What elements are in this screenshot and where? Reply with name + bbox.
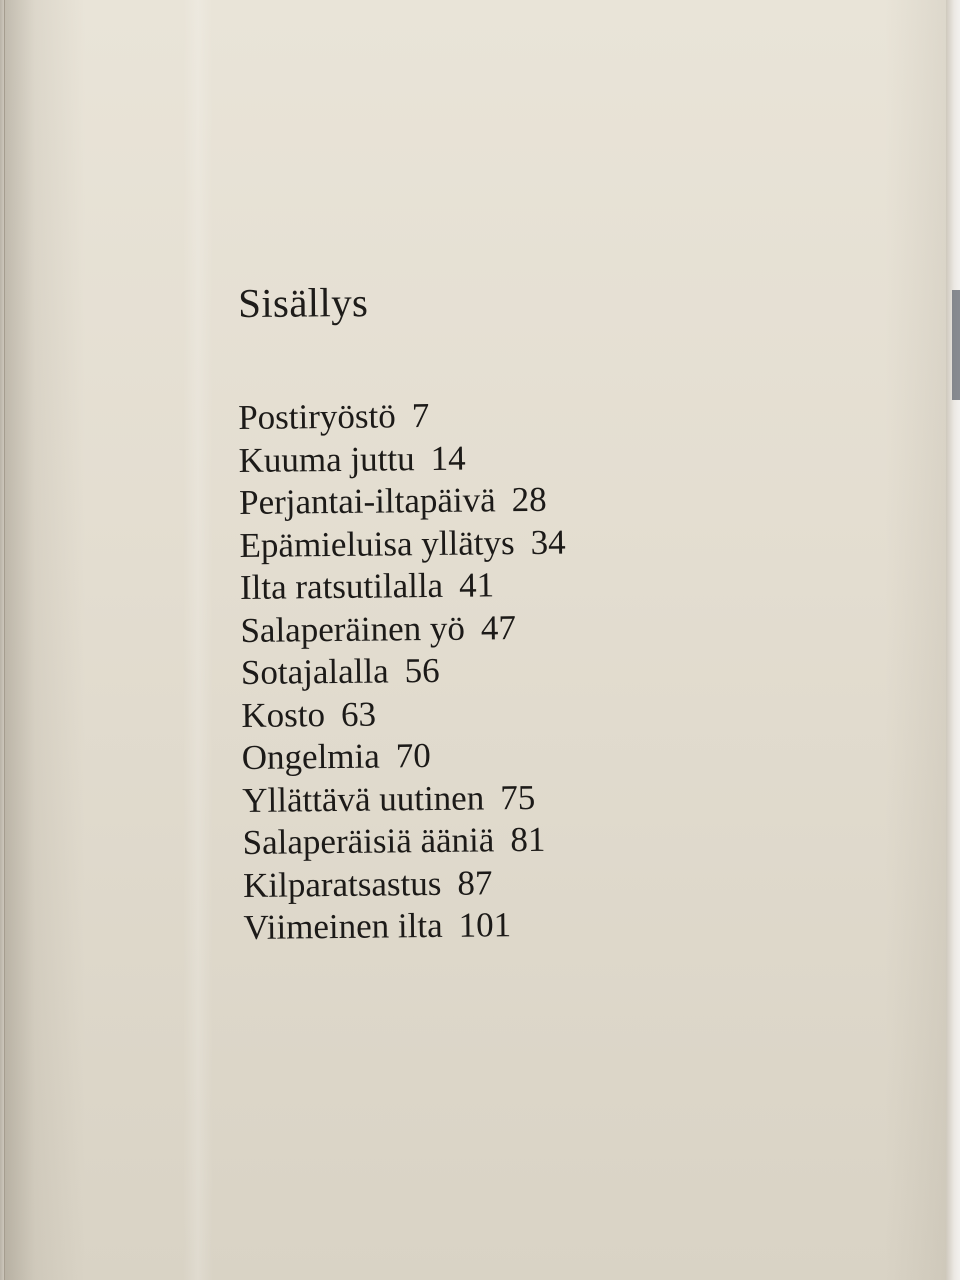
toc-entry-title: Sotajalalla — [240, 651, 389, 692]
toc-entry — [239, 521, 566, 567]
toc-entry-title: Perjantai-iltapäivä — [238, 480, 496, 522]
toc-entry — [241, 649, 568, 695]
background-strip — [952, 290, 960, 400]
toc-entry-page: 28 — [511, 479, 547, 520]
toc-entry-page: 56 — [404, 650, 440, 691]
toc-entry-page: 7 — [411, 395, 430, 436]
toc-entry-page: 41 — [458, 565, 495, 605]
toc-entry-title: Yllättävä uutinen — [242, 777, 485, 820]
toc-entry-title: Epämieluisa yllätys — [239, 522, 515, 565]
book-page — [4, 0, 955, 1280]
toc-entry-title: Kilparatsastus — [242, 863, 442, 905]
toc-entry-page: 14 — [430, 438, 466, 478]
toc-entry — [240, 564, 567, 610]
toc-entry-page: 81 — [510, 819, 546, 860]
toc-entry-page: 75 — [500, 777, 536, 817]
toc-entry — [240, 606, 567, 652]
toc-entry-title: Salaperäinen yö — [240, 608, 466, 650]
toc-entry — [241, 691, 568, 737]
toc-entry-page: 63 — [340, 694, 377, 734]
toc-entry — [242, 819, 569, 865]
toc-entry — [242, 734, 569, 780]
toc-entry-title: Kosto — [241, 694, 326, 735]
toc-entry — [238, 436, 565, 482]
toc-entry-title: Ongelmia — [241, 736, 381, 777]
toc-entry — [243, 904, 570, 950]
toc-entry-page: 70 — [395, 736, 432, 776]
toc-entry-title: Viimeinen ilta — [243, 905, 443, 947]
table-of-contents — [238, 394, 570, 950]
toc-entry-page: 34 — [530, 522, 566, 562]
toc-entry-title: Ilta ratsutilalla — [239, 565, 444, 607]
toc-entry — [239, 479, 566, 525]
toc-entry-title: Postiryöstö — [238, 396, 396, 437]
page-crease — [183, 0, 213, 1280]
toc-entry-title: Kuuma juttu — [238, 438, 415, 480]
toc-entry — [242, 776, 569, 822]
toc-entry — [238, 394, 565, 440]
toc-entry-title: Salaperäisiä ääniä — [242, 820, 495, 862]
toc-entry-page: 101 — [458, 905, 512, 945]
toc-entry-page: 47 — [480, 607, 517, 647]
page-title: Sisällys — [238, 279, 369, 326]
toc-entry — [243, 861, 570, 907]
toc-entry-page: 87 — [457, 862, 493, 903]
page-edge — [946, 0, 960, 1280]
